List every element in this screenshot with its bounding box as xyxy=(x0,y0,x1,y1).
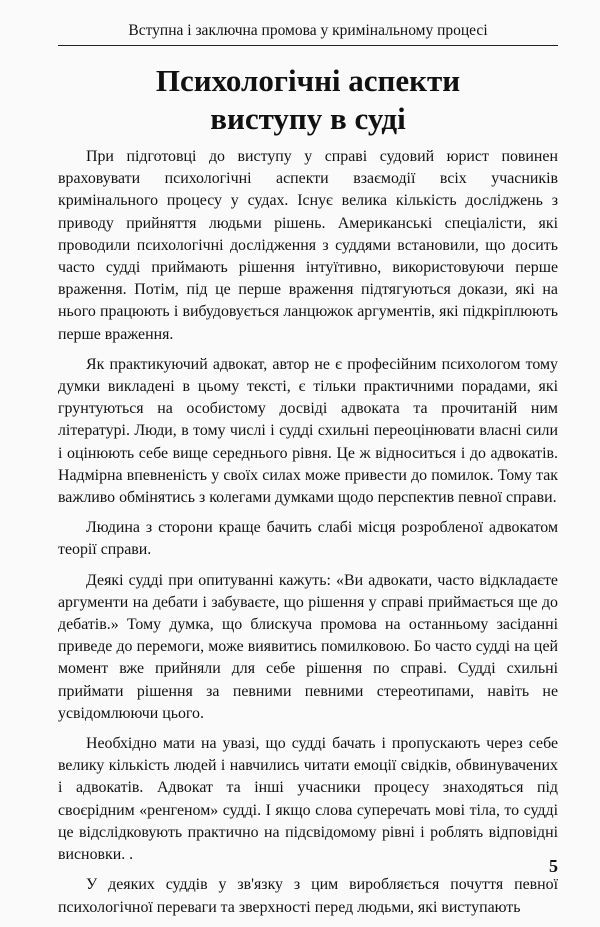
title-line-1: Психологічні аспекти xyxy=(155,63,461,98)
running-head: Вступна і заключна промова у кримінальному процесі xyxy=(58,22,558,46)
paragraph: Деякі судді при опитуванні кажуть: «Ви адвокати, часто відкладаєте аргументи на дебати і забуваєте, що рішення у справі приймається ще до дебатів.» Тому думка, що блискуча промова на останньому засіданні приведе до перемоги, може виявитись помилковою. Бо часто судді на цей момент вже прийняли для себе рішення по справі. Судді схильні приймати рішення за певними певними стереотипами, навіть не усвідомлюючи цього. xyxy=(58,571,558,722)
body-text xyxy=(58,146,558,927)
paragraph: Як практикуючий адвокат, автор не є професійним психологом тому думки викладені в цьому тексті, є тільки практичними порадами, які грунтуються на особистому досвіді адвоката та прочитаній ним літературі. Люди, в тому числі і судді схильні переоцінювати власні сили і оцінюють себе вище середнього рівня. Це ж відноситься і до адвокатів. Надмірна впевненість у своїх силах може привести до помилок. Тому так важливо обмінятись з колегами думками щодо перспектив певної справи. xyxy=(58,355,558,507)
page-number: 5 xyxy=(549,856,558,876)
paragraph: Необхідно мати на увазі, що судді бачать і пропускають через себе велику кількість людей і навчились читати емоції свідків, обвинувачених і адвокатів. Адвокат та інші учасники процесу знаходяться під своєрідним «ренгеном» судді. І якщо слова суперечать мові тіла, то судді це відслідковують практично на підсвідомому рівні і роблять відповідні висновки. . xyxy=(58,735,558,864)
paragraph: Людина з сторони краще бачить слабі місця розробленої адвокатом теорії справи. xyxy=(58,519,558,559)
title-line-2: виступу в суді xyxy=(210,101,406,136)
paragraph: При підготовці до виступу у справі судовий юрист повинен враховувати психологічні аспекти взаємодії всіх учасників кримінального процесу у судах. Існує велика кількість досліджень з приводу прийняття людьми рішень. Американські спеціалісти, які проводили психологічні дослідження з суддями встановили, що досить часто судді приймають рішення інтуїтивно, використовуючи перше враження. Потім, під це перше враження підтягуються докази, які на нього працюють і вибудовується ланцюжок аргументів, які підкріплюють перше враження. xyxy=(58,148,558,343)
page-title xyxy=(58,62,558,138)
paragraph: У деяких суддів у зв'язку з цим виробляється почуття певної психологічної переваги та зверхності перед людьми, які виступають xyxy=(58,876,558,916)
